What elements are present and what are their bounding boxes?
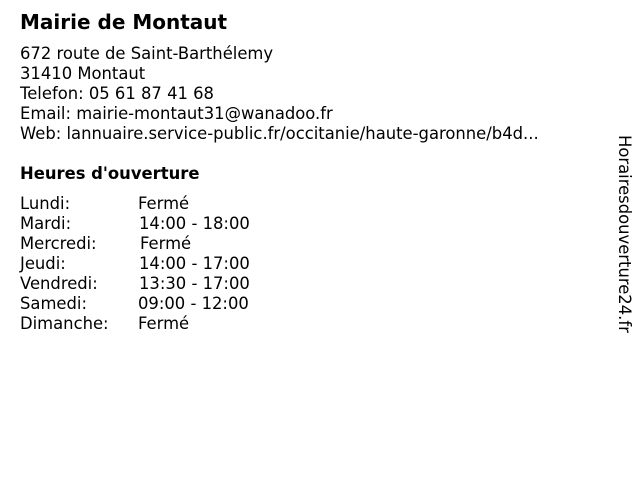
hours-row-saturday bbox=[20, 294, 320, 314]
day-hours: 14:00 - 18:00 bbox=[139, 214, 250, 233]
day-label: Mercredi: bbox=[20, 234, 97, 253]
day-hours: 13:30 - 17:00 bbox=[139, 274, 250, 293]
day-label: Mardi: bbox=[20, 214, 72, 233]
site-brand-text: Horairesdouverture24.fr bbox=[615, 135, 634, 333]
day-hours: Fermé bbox=[140, 234, 192, 253]
email-line: Email: mairie-montaut31@wanadoo.fr bbox=[20, 104, 333, 123]
hours-row-thursday bbox=[20, 254, 320, 274]
opening-hours-table bbox=[20, 194, 320, 334]
hours-row-wednesday bbox=[20, 234, 320, 254]
hours-row-sunday bbox=[20, 314, 320, 334]
site-brand-vertical bbox=[603, 135, 640, 345]
web-line: Web: lannuaire.service-public.fr/occitanie/haute-garonne/b4d... bbox=[20, 124, 539, 143]
day-hours: 14:00 - 17:00 bbox=[139, 254, 250, 273]
street-address: 672 route de Saint-Barthélemy bbox=[20, 44, 274, 63]
day-label: Samedi: bbox=[20, 294, 87, 313]
hours-row-monday bbox=[20, 194, 320, 214]
opening-hours-heading: Heures d'ouverture bbox=[20, 164, 200, 183]
hours-row-tuesday bbox=[20, 214, 320, 234]
contact-block bbox=[20, 44, 539, 144]
phone-line: Telefon: 05 61 87 41 68 bbox=[20, 84, 214, 103]
day-hours: Fermé bbox=[138, 194, 190, 213]
day-label: Jeudi: bbox=[20, 254, 66, 273]
day-label: Dimanche: bbox=[20, 314, 109, 333]
day-label: Vendredi: bbox=[20, 274, 98, 293]
page-title: Mairie de Montaut bbox=[20, 10, 228, 34]
city-address: 31410 Montaut bbox=[20, 64, 146, 83]
hours-row-friday bbox=[20, 274, 320, 294]
day-label: Lundi: bbox=[20, 194, 71, 213]
day-hours: Fermé bbox=[138, 314, 190, 333]
day-hours: 09:00 - 12:00 bbox=[138, 294, 249, 313]
